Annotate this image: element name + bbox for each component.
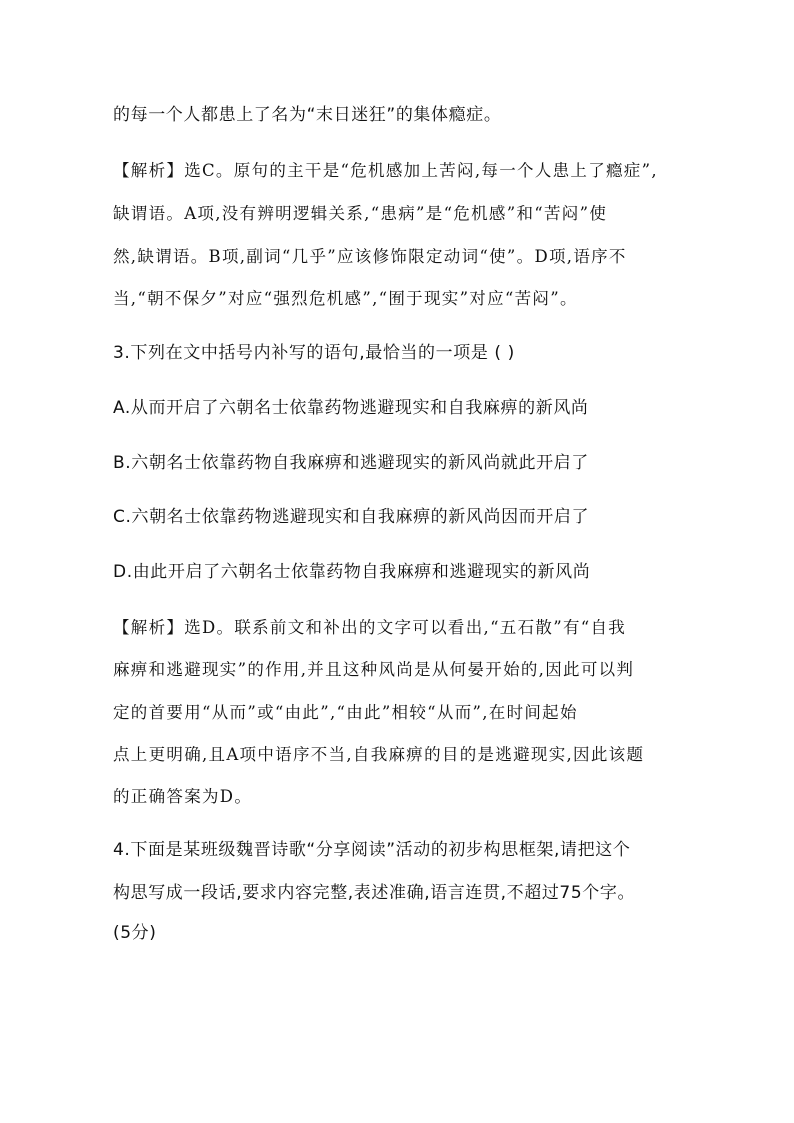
question-4-line-2: 构思写成一段话,要求内容完整,表述准确,语言连贯,不超过75个字。	[113, 883, 636, 903]
analysis-line: 麻痹和逃避现实”的作用,并且这种风尚是从何晏开始的,因此可以判	[113, 660, 635, 679]
analysis-line: 缺谓语。A项,没有辨明逻辑关系,“患病”是“危机感”和“苦闷”使	[113, 204, 608, 223]
option-d: D.由此开启了六朝名士依靠药物自我麻痹和逃避现实的新风尚	[113, 562, 591, 582]
analysis-line: 然,缺谓语。B项,副词“几乎”应该修饰限定动词“使”。D项,语序不	[113, 247, 627, 266]
question-4-score: (5分)	[113, 923, 157, 943]
analysis-line: 点上更明确,且A项中语序不当,自我麻痹的目的是逃避现实,因此该题	[113, 745, 645, 764]
option-a: A.从而开启了六朝名士依靠药物逃避现实和自我麻痹的新风尚	[113, 398, 589, 418]
analysis-line: 当,“朝不保夕”对应“强烈危机感”,“囿于现实”对应“苦闷”。	[113, 289, 578, 308]
analysis-line: 定的首要用“从而”或“由此”,“由此”相较“从而”,在时间起始	[113, 703, 578, 722]
analysis-line: 的正确答案为D。	[113, 787, 253, 806]
question-4: 4.下面是某班级魏晋诗歌“分享阅读”活动的初步构思框架,请把这个	[113, 840, 631, 860]
text-line: 的每一个人都患上了名为“末日迷狂”的集体瘾症。	[113, 105, 502, 125]
question-3: 3.下列在文中括号内补写的语句,最恰当的一项是 ( )	[113, 343, 515, 363]
analysis-line: 【解析】选C。原句的主干是“危机感加上苦闷,每一个人患上了瘾症”,	[113, 161, 658, 180]
option-b: B.六朝名士依靠药物自我麻痹和逃避现实的新风尚就此开启了	[113, 453, 589, 473]
analysis-line: 【解析】选D。联系前文和补出的文字可以看出,“五石散”有“自我	[113, 618, 627, 637]
option-c: C.六朝名士依靠药物逃避现实和自我麻痹的新风尚因而开启了	[113, 507, 590, 527]
